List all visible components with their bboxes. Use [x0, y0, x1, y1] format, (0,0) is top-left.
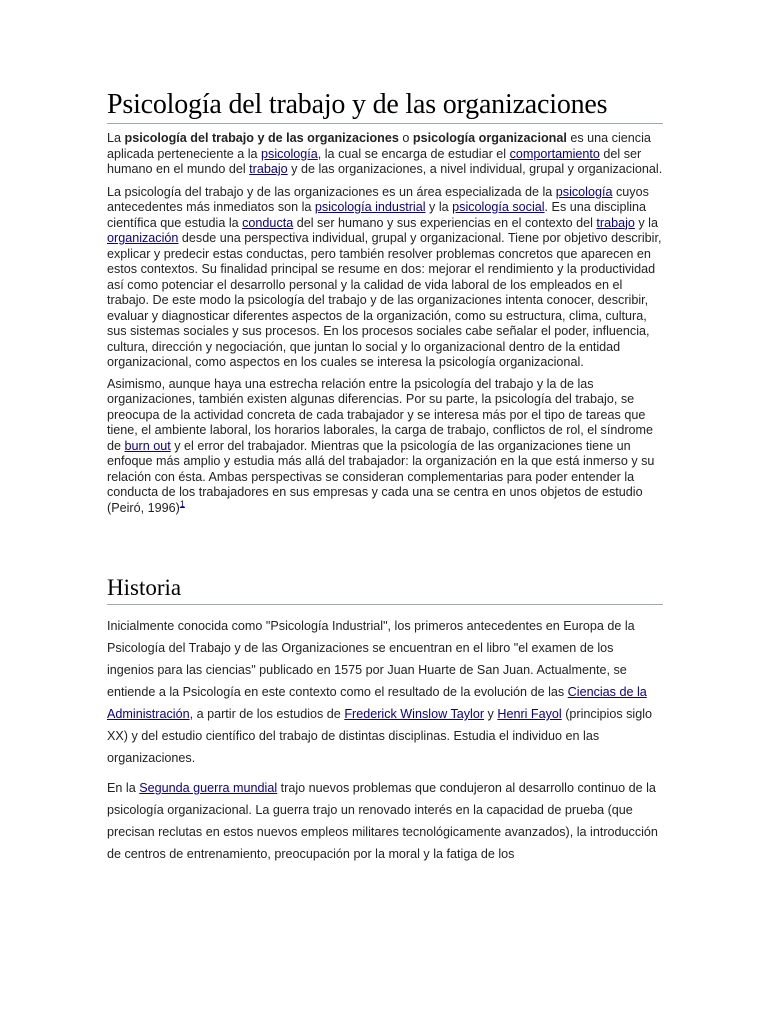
intro-paragraph-3 — [107, 377, 663, 517]
text: o — [398, 131, 413, 145]
link-comportamiento[interactable]: comportamiento — [509, 146, 600, 161]
link-organizacion[interactable]: organización — [107, 231, 179, 245]
link-burn-out[interactable]: burn out — [124, 438, 171, 453]
text: del ser humano en el mundo del — [107, 146, 642, 176]
text: es una ciencia aplicada perteneciente a la — [107, 131, 651, 161]
bold-term-psicologia-organizacional: psicología organizacional — [412, 131, 567, 145]
historia-paragraph-1 — [107, 615, 663, 769]
text: (principios siglo XX) y del estudio científico del trabajo de distintas disciplinas. Estudia el individuo en las organizaciones. — [107, 707, 653, 765]
text: En la — [107, 781, 140, 795]
text: cuyos antecedentes más inmediatos son la — [107, 184, 649, 214]
page-title: Psicología del trabajo y de las organizaciones — [107, 88, 663, 124]
text: La psicología del trabajo y de las organizaciones es un área especializada de la — [107, 184, 556, 199]
text: del ser humano y sus experiencias en el contexto del — [293, 215, 597, 230]
reference-link[interactable]: 1 — [179, 498, 185, 509]
text: , la cual se encarga de estudiar el — [317, 146, 510, 161]
text: Inicialmente conocida como "Psicología Industrial", los primeros antecedentes en Europa de la Psicología del Trabajo y de las Organizaciones se encuentran en el libro "el examen de los ingenios para las ciencias" publicado en 1575 por Juan Huarte de San Juan. Actualmente, se entiende a la Psicología en este contexto como el resultado de la evolución de las — [107, 619, 635, 699]
text: y — [484, 707, 498, 721]
intro-section — [107, 131, 663, 516]
text: y la — [425, 200, 453, 214]
link-segunda-guerra-mundial[interactable]: Segunda guerra mundial — [139, 781, 278, 795]
link-frederick-taylor[interactable]: Frederick Winslow Taylor — [344, 707, 485, 721]
historia-section — [107, 574, 663, 865]
text: trajo nuevos problemas que condujeron al desarrollo continuo de la psicología organizacional. La guerra trajo un renovado interés en la capacidad de prueba (que precisan reclutas en estos nuevos empleos militares tecnológicamente avanzados), la introducción de centros de entrenamiento, preocupación por la moral y la fatiga de los — [107, 781, 658, 861]
link-psicologia-social[interactable]: psicología social — [452, 200, 545, 214]
section-heading-historia: Historia — [107, 574, 663, 605]
text: La — [107, 131, 125, 145]
link-trabajo[interactable]: trabajo — [596, 215, 635, 230]
article — [107, 88, 663, 865]
link-psicologia[interactable]: psicología — [261, 146, 318, 161]
historia-paragraph-2 — [107, 777, 663, 865]
text: y la — [634, 215, 658, 230]
intro-paragraph-2 — [107, 185, 663, 371]
link-conducta[interactable]: conducta — [242, 215, 294, 230]
text: , a partir de los estudios de — [189, 707, 345, 721]
bold-term-psicologia-trabajo: psicología del trabajo y de las organizaciones — [124, 131, 399, 145]
link-ciencias-administracion[interactable]: Ciencias de la Administración — [107, 685, 647, 721]
link-psicologia[interactable]: psicología — [555, 184, 613, 199]
text: y el error del trabajador. Mientras que la psicología de las organizaciones tiene un enfoque más amplio y estudia más allá del trabajador: la organización en la que está inmerso y su relación con ésta. Ambas perspectivas se consideran complementarias para poder entender la conducta de los trabajadores en sus empresas y cada una se centra en unos objetos de estudio (Peiró, 1996) — [107, 438, 655, 515]
intro-paragraph-1 — [107, 131, 663, 178]
text: desde una perspectiva individual, grupal y organizacional. Tiene por objetivo describir, explicar y predecir estas conductas, pero también resolver problemas concretos que aparecen en estos contextos. Su finalidad principal se resume en dos: mejorar el rendimiento y la productividad así como potenciar el desarrollo personal y la calidad de vida laboral de los empleados en el trabajo. De este modo la psicología del trabajo y de las organizaciones intenta conocer, describir, evaluar y diagnosticar diferentes aspectos de la organización, como su estructura, clima, cultura, sus sistemas sociales y sus procesos. En los procesos sociales cabe señalar el poder, influencia, cultura, dirección y negociación, que juntan lo social y lo organizacional dentro de la entidad organizacional, como aspectos en los cuales se interesa la psicología organizacional. — [107, 231, 662, 369]
text: . Es una disciplina científica que estudia la — [107, 200, 647, 230]
link-henri-fayol[interactable]: Henri Fayol — [497, 707, 562, 721]
link-trabajo[interactable]: trabajo — [249, 162, 288, 176]
text: y de las organizaciones, a nivel individual, grupal y organizacional. — [287, 162, 663, 176]
link-psicologia-industrial[interactable]: psicología industrial — [314, 200, 426, 214]
text: Asimismo, aunque haya una estrecha relación entre la psicología del trabajo y la de las organizaciones, también existen algunas diferencias. Por su parte, la psicología del trabajo, se preocupa de la actividad concreta de cada trabajador y se interesa más por el tipo de tareas que tiene, el ambiente laboral, los horarios laborales, la carga de trabajo, conflictos de rol, el síndrome de — [107, 376, 654, 453]
